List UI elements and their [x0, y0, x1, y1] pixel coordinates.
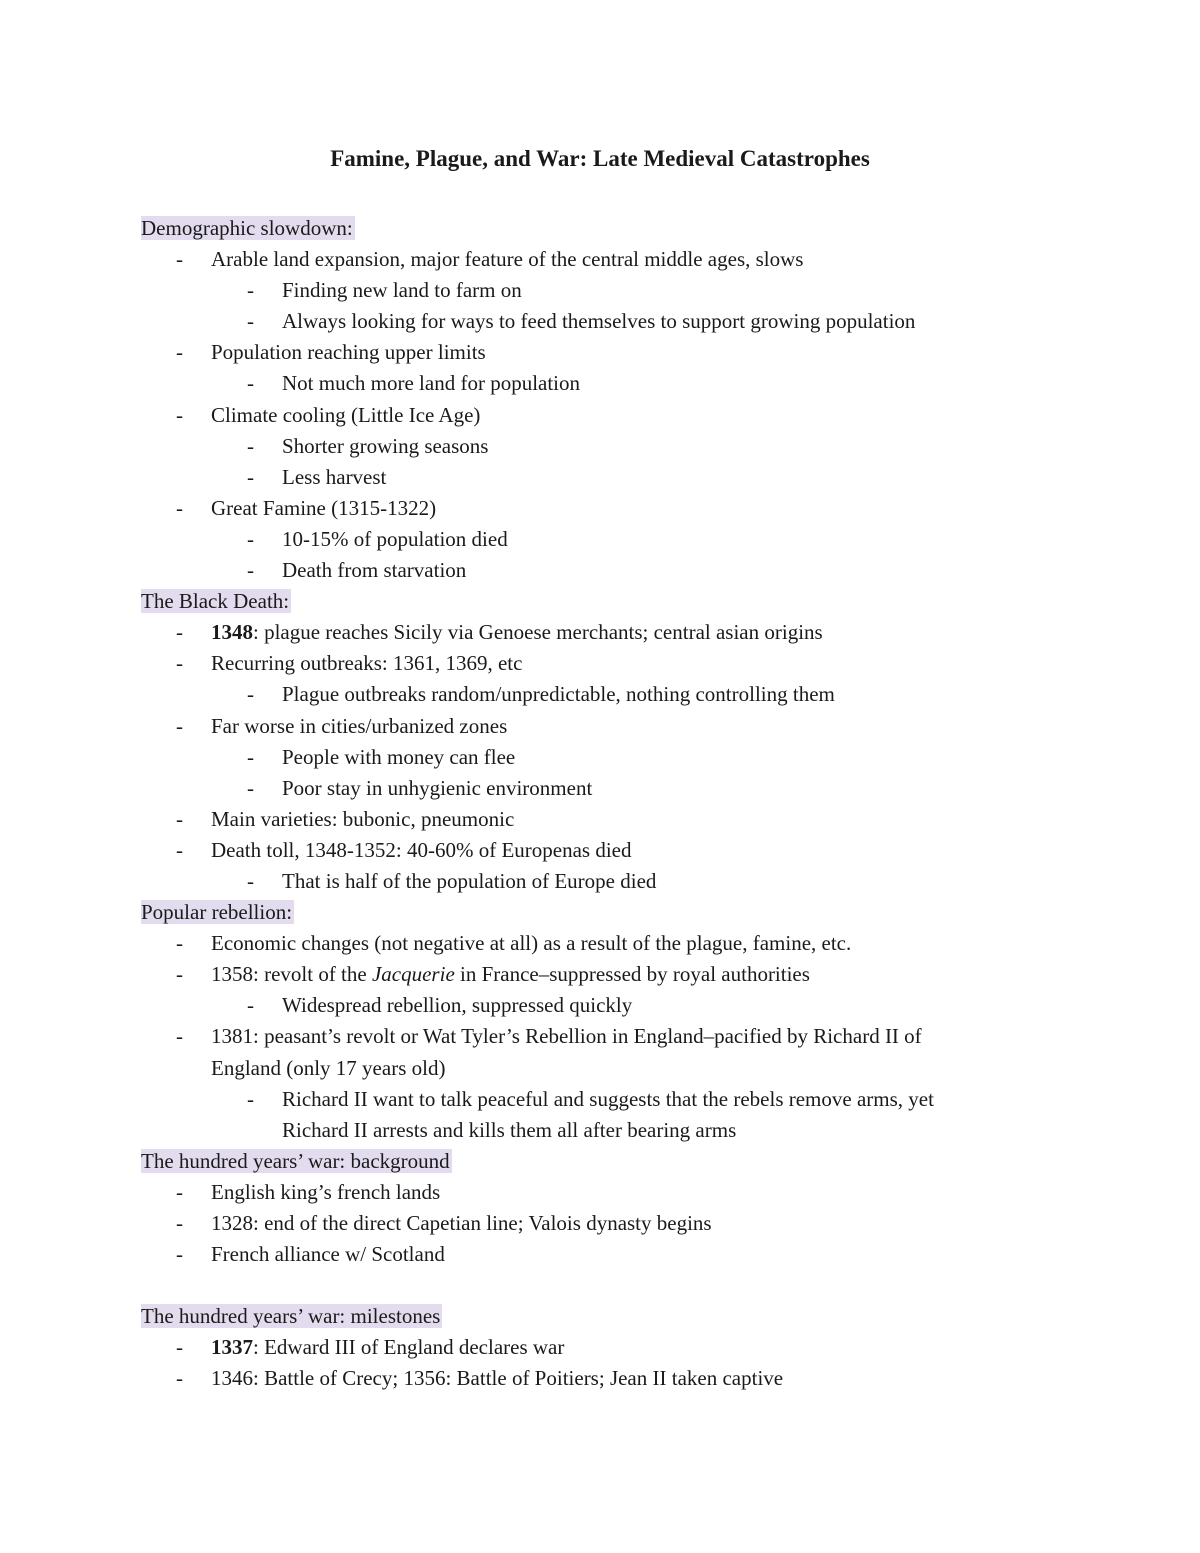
- bullet-dash: -: [176, 1024, 183, 1049]
- bullet-dash: -: [247, 558, 254, 583]
- list-item: - 10-15% of population died: [141, 524, 1041, 555]
- list-item: - Arable land expansion, major feature of the central middle ages, slows: [141, 244, 1041, 275]
- list-item: - 1337: Edward III of England declares war: [141, 1332, 1041, 1363]
- list-item: - Less harvest: [141, 462, 1041, 493]
- bullet-dash: -: [176, 620, 183, 645]
- document-title: Famine, Plague, and War: Late Medieval Catastrophes: [330, 146, 870, 171]
- list-item-continuation: England (only 17 years old): [211, 1055, 446, 1080]
- section-heading-war-milestones: [141, 1301, 1041, 1332]
- bullet-dash: -: [176, 713, 183, 738]
- list-item: - Climate cooling (Little Ice Age): [141, 400, 1041, 431]
- bullet-dash: -: [247, 868, 254, 893]
- bullet-dash: -: [176, 837, 183, 862]
- bullet-dash: -: [176, 962, 183, 987]
- heading-text: The hundred years’ war: milestones: [141, 1304, 441, 1329]
- bullet-dash: -: [247, 775, 254, 800]
- heading-text: The hundred years’ war: background: [141, 1148, 450, 1173]
- bullet-dash: -: [247, 464, 254, 489]
- section-heading-rebellion: [141, 897, 1041, 928]
- heading-text: The Black Death:: [141, 589, 290, 614]
- bold-date: 1337: [211, 1335, 253, 1360]
- list-item: - Not much more land for population: [141, 368, 1041, 399]
- list-item: - Widespread rebellion, suppressed quickly: [141, 990, 1041, 1021]
- bullet-dash: -: [247, 682, 254, 707]
- blank-line: [141, 1270, 1041, 1301]
- list-item: - 1348: plague reaches Sicily via Genoese merchants; central asian origins: [141, 617, 1041, 648]
- bullet-dash: -: [176, 247, 183, 272]
- bullet-dash: -: [247, 1086, 254, 1111]
- list-item: - That is half of the population of Europe died: [141, 866, 1041, 897]
- list-item: - People with money can flee: [141, 742, 1041, 773]
- list-item: - Economic changes (not negative at all) as a result of the plague, famine, etc.: [141, 928, 1041, 959]
- list-item: - Poor stay in unhygienic environment: [141, 773, 1041, 804]
- list-item: - 1381: peasant’s revolt or Wat Tyler’s Rebellion in England–pacified by Richard II of: [141, 1021, 1041, 1052]
- bullet-dash: -: [247, 526, 254, 551]
- bullet-dash: -: [176, 1211, 183, 1235]
- list-item: - Recurring outbreaks: 1361, 1369, etc: [141, 648, 1041, 679]
- list-item: - Death from starvation: [141, 555, 1041, 586]
- section-heading-black-death: [141, 586, 1041, 617]
- list-item-continuation: Richard II arrests and kills them all after bearing arms: [282, 1117, 737, 1142]
- list-item: - 1328: end of the direct Capetian line; Valois dynasty begins: [141, 1208, 1041, 1239]
- bullet-dash: -: [176, 1242, 183, 1267]
- italic-term: Jacquerie: [371, 962, 455, 987]
- section-heading-demographic: [141, 213, 1041, 244]
- document-body: [141, 213, 1041, 1395]
- list-item: - Shorter growing seasons: [141, 431, 1041, 462]
- bullet-dash: -: [176, 1335, 183, 1360]
- bullet-dash: -: [247, 433, 254, 458]
- bullet-dash: -: [247, 744, 254, 769]
- bullet-dash: -: [176, 1179, 183, 1204]
- bullet-dash: -: [247, 371, 254, 396]
- bullet-dash: -: [247, 309, 254, 334]
- list-item: - Population reaching upper limits: [141, 337, 1041, 368]
- list-item: - 1358: revolt of the Jacquerie in France–suppressed by royal authorities: [141, 959, 1041, 990]
- list-item: - 1346: Battle of Crecy; 1356: Battle of Poitiers; Jean II taken captive: [141, 1363, 1041, 1394]
- list-item: - Death toll, 1348-1352: 40-60% of Europenas died: [141, 835, 1041, 866]
- bullet-dash: -: [176, 931, 183, 956]
- list-item: - Finding new land to farm on: [141, 275, 1041, 306]
- list-item: - Richard II want to talk peaceful and suggests that the rebels remove arms, yet: [141, 1084, 1041, 1115]
- bullet-dash: -: [176, 402, 183, 427]
- section-heading-war-background: [141, 1146, 1041, 1177]
- bold-date: 1348: [211, 620, 253, 645]
- bullet-dash: -: [176, 1366, 183, 1391]
- list-item: - Main varieties: bubonic, pneumonic: [141, 804, 1041, 835]
- bullet-dash: -: [176, 495, 183, 520]
- list-item: - Plague outbreaks random/unpredictable, nothing controlling them: [141, 679, 1041, 710]
- bullet-dash: -: [176, 340, 183, 365]
- bullet-dash: -: [176, 651, 183, 676]
- list-item: - French alliance w/ Scotland: [141, 1239, 1041, 1270]
- bullet-dash: -: [247, 278, 254, 303]
- list-item: - English king’s french lands: [141, 1177, 1041, 1208]
- bullet-dash: -: [176, 806, 183, 831]
- list-item: - Far worse in cities/urbanized zones: [141, 711, 1041, 742]
- bullet-dash: -: [247, 993, 254, 1018]
- list-item: - Great Famine (1315-1322): [141, 493, 1041, 524]
- heading-text: Popular rebellion:: [141, 900, 293, 925]
- heading-text: Demographic slowdown:: [141, 216, 353, 240]
- list-item: - Always looking for ways to feed themselves to support growing population: [141, 306, 1041, 337]
